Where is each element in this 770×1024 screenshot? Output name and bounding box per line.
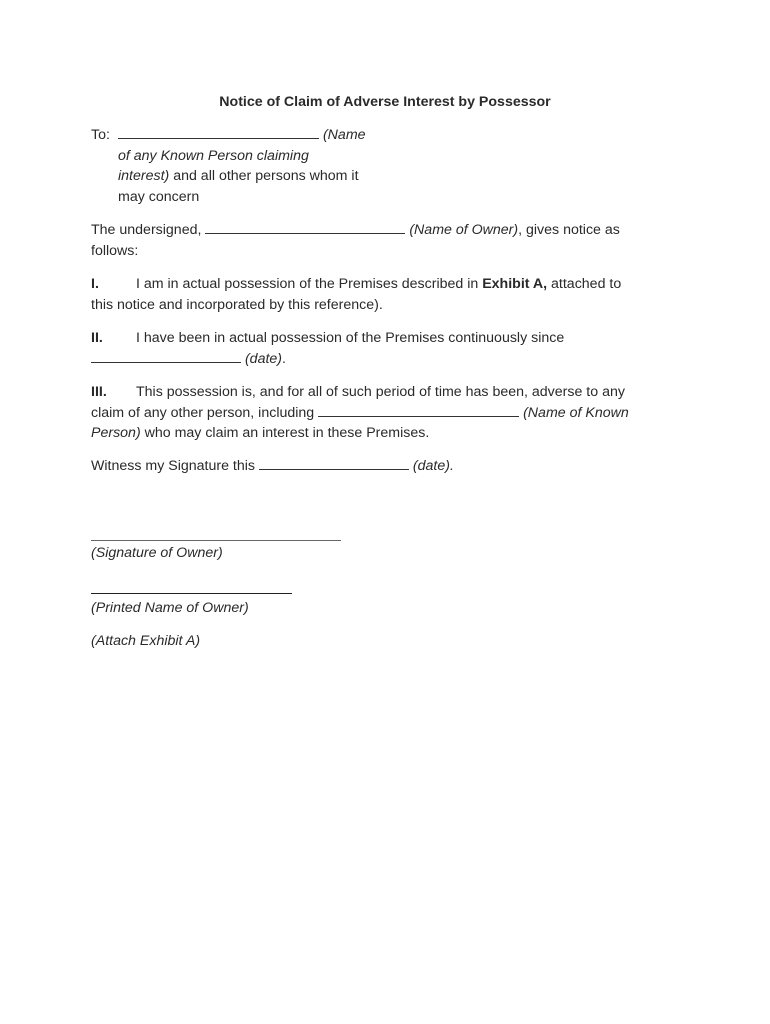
para3-text-2: claim of any other person, including [91,404,319,421]
known-person-hint-2: Person) [91,425,141,441]
owner-name-blank[interactable] [205,221,405,234]
recipient-hint-line-3: interest) [118,168,170,184]
recipient-hint-line-2: of any Known Person claiming [118,147,309,164]
possession-date-hint: (date) [244,350,283,367]
printed-name-label: (Printed Name of Owner) [91,600,249,616]
recipient-name-hint: (Name [322,127,366,143]
to-rest-2: may concern [118,188,200,205]
attach-exhibit-label: (Attach Exhibit A) [91,633,201,649]
witness-date-blank[interactable] [259,457,409,470]
owner-name-hint: (Name of Owner) [409,222,519,238]
para2-text-1: I have been in actual possession of the Premises continuously since [136,330,565,346]
exhibit-a-ref: Exhibit A, [482,276,548,292]
paragraph-3 [91,382,671,444]
to-label: To: [91,127,110,143]
para2-number: II. [91,330,103,346]
intro-paragraph [91,220,671,261]
paragraph-1 [91,274,671,315]
possession-date-blank[interactable] [91,350,241,363]
witness-date-hint: (date). [412,458,454,474]
to-rest-1: and all other persons whom it [169,168,359,184]
intro-prefix: The undersigned, [91,222,206,238]
to-line-3 [118,166,388,187]
para3-number: III. [91,384,107,400]
witness-text: Witness my Signature this [91,458,259,474]
known-person-blank[interactable] [318,404,519,417]
para1-text-2: attached to [547,276,622,292]
signature-label: (Signature of Owner) [91,545,223,561]
intro-suffix: , gives notice as [518,222,620,238]
known-person-hint-1: (Name of Known [523,404,629,421]
recipient-name-blank[interactable] [118,126,319,139]
para1-text-1: I am in actual possession of the Premises described in [136,276,483,292]
to-line-1 [118,125,388,146]
intro-follows: follows: [91,242,139,259]
para3-text-1: This possession is, and for all of such period of time has been, adverse to any [136,384,625,400]
para2-period: . [282,350,286,367]
to-recipient-block [118,125,388,207]
para1-number: I. [91,276,99,292]
document-title: Notice of Claim of Adverse Interest by Possessor [219,94,551,110]
witness-line [91,456,671,477]
para3-text-3: who may claim an interest in these Premises. [140,425,430,441]
para1-text-3: this notice and incorporated by this reference). [91,296,383,313]
printed-name-line[interactable] [91,593,292,594]
paragraph-2 [91,328,671,369]
signature-line[interactable] [91,540,341,541]
